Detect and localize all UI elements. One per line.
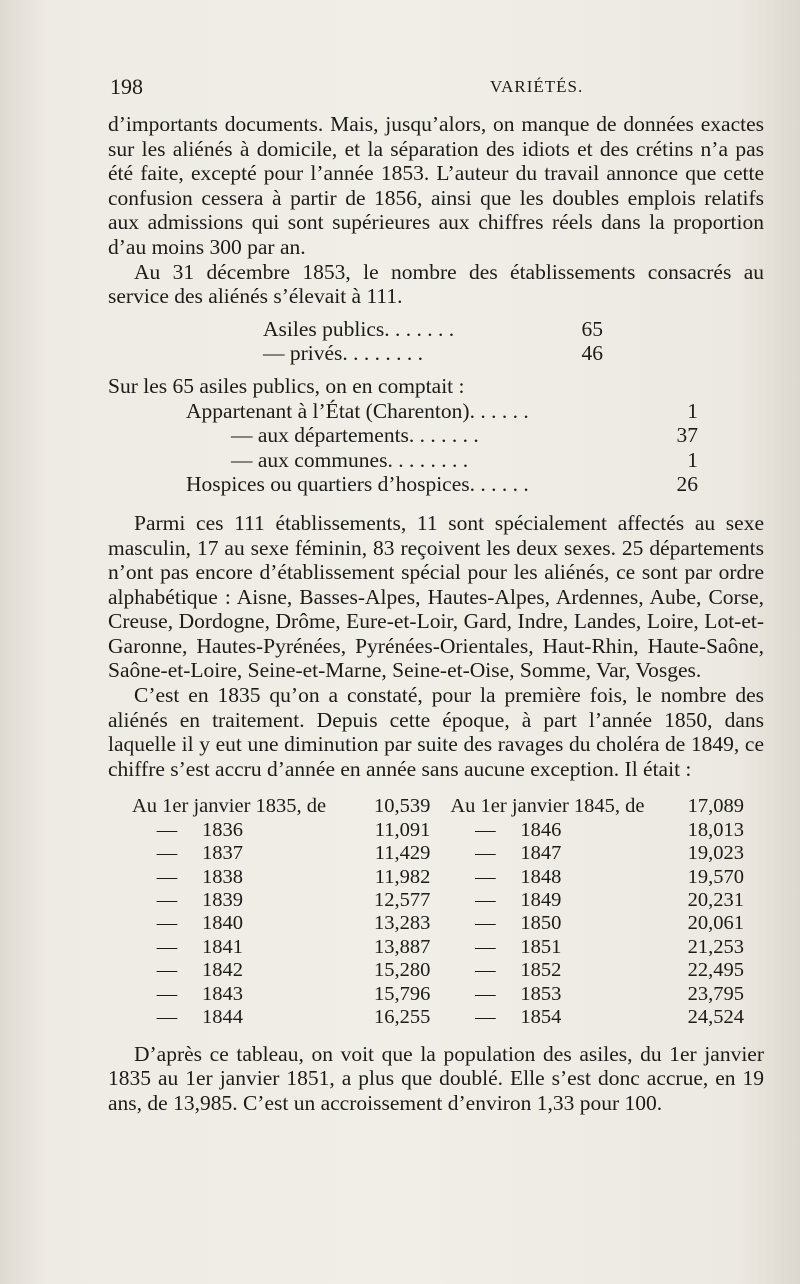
year-cell: 1852 <box>520 959 562 982</box>
population-value: 20,061 <box>687 912 744 935</box>
table-row <box>132 983 744 1006</box>
year-cell: 1836 <box>202 818 243 841</box>
population-value: 16,255 <box>374 1006 431 1029</box>
population-value: 19,570 <box>687 865 744 888</box>
publics-row <box>186 472 698 497</box>
table-row <box>132 842 744 865</box>
ditto-dash: — <box>475 842 496 865</box>
ditto-dash: — <box>156 865 178 888</box>
publics-value: 1 <box>687 447 698 472</box>
page-header <box>110 74 760 104</box>
ditto-dash: — <box>475 935 496 958</box>
population-value: 12,577 <box>374 889 431 912</box>
asiles-row <box>263 317 603 342</box>
paragraph-publics-intro: Sur les 65 asiles publics, on en comptait : <box>108 373 465 398</box>
year-cell: 1842 <box>202 959 243 982</box>
ditto-dash: — <box>475 912 496 935</box>
ditto-dash: — <box>156 889 178 912</box>
page-body <box>108 112 764 1115</box>
publics-row <box>186 423 698 448</box>
ditto-dash: — <box>475 959 496 982</box>
year-cell: 1843 <box>202 982 243 1005</box>
table-row <box>132 936 744 959</box>
publics-label: Appartenant à l’État (Charenton). . . . . . <box>186 398 529 423</box>
population-value: 20,231 <box>687 889 744 912</box>
year-cell: 1837 <box>202 842 243 865</box>
table-row <box>132 889 744 912</box>
year-cell: 1840 <box>202 912 243 935</box>
paragraph-conclusion: D’après ce tableau, on voit que la population des asiles, du 1er janvier 1835 au 1er janvier 1851, a plus que doublé. Elle s’est donc accrue, en 19 ans, de 13,985. C’est un accroissement d’environ 1,33 pour 100. <box>108 1041 764 1115</box>
year-cell: 1846 <box>520 818 562 841</box>
ditto-dash: — <box>156 935 178 958</box>
running-head: VARIÉTÉS. <box>490 77 584 96</box>
page-number: 198 <box>110 74 143 99</box>
ditto-dash: — <box>475 1006 496 1029</box>
year-cell: 1847 <box>520 842 562 865</box>
ditto-dash: — <box>475 865 496 888</box>
year-cell: 1848 <box>520 865 562 888</box>
population-value: 13,887 <box>374 935 431 958</box>
paragraph-traitement: C’est en 1835 qu’on a constaté, pour la première fois, le nombre des aliénés en traitement. Depuis cette époque, à part l’année 1850, dans laquelle il y eut une diminution par suite des ravages du choléra de 1849, ce chiffre s’est accru d’année en année sans aucune exception. Il était : <box>108 683 764 781</box>
row-lead: Au 1er janvier 1835, de <box>132 795 327 818</box>
publics-row <box>186 448 698 473</box>
year-cell: 1853 <box>520 982 562 1005</box>
year-cell: 1838 <box>202 865 243 888</box>
asiles-row <box>263 341 603 366</box>
table-row <box>132 1006 744 1029</box>
population-value: 24,524 <box>687 1006 744 1029</box>
population-value: 15,280 <box>374 959 431 982</box>
publics-value: 1 <box>687 398 698 423</box>
year-cell: 1844 <box>202 1006 243 1029</box>
asiles-list <box>263 317 603 366</box>
ditto-dash: — <box>156 818 178 841</box>
paragraph-etablissements: Au 31 décembre 1853, le nombre des établissements consacrés au service des aliénés s’élevait à 111. <box>108 259 764 309</box>
population-value: 21,253 <box>687 935 744 958</box>
ditto-dash: — <box>156 842 178 865</box>
paragraph-departements: Parmi ces 111 établissements, 11 sont spécialement affectés au sexe masculin, 17 au sexe féminin, 83 reçoivent les deux sexes. 25 départements n’ont pas encore d’établissement spécial pour les aliénés, ce sont par ordre alphabétique : Aisne, Basses-Alpes, Hautes-Alpes, Ardennes, Aube, Corse, Creuse, Dordogne, Drôme, Eure-et-Loir, Gard, Indre, Landes, Loire, Lot-et-Garonne, Hautes-Pyrénées, Pyrénées-Orientales, Haut-Rhin, Haute-Saône, Saône-et-Loire, Seine-et-Marne, Seine-et-Oise, Somme, Var, Vosges. <box>108 510 764 683</box>
asiles-value: 65 <box>581 316 603 341</box>
population-table <box>132 795 744 1029</box>
ditto-dash: — <box>156 959 178 982</box>
ditto-dash: — <box>156 1006 178 1029</box>
row-lead: Au 1er janvier 1845, de <box>450 795 645 818</box>
population-value: 10,539 <box>374 795 431 818</box>
population-value: 22,495 <box>687 959 744 982</box>
table-row <box>132 819 744 842</box>
population-value: 18,013 <box>687 818 744 841</box>
table-row <box>132 866 744 889</box>
asiles-label: Asiles publics. . . . . . . <box>263 316 455 341</box>
table-row <box>132 912 744 935</box>
year-cell: 1850 <box>520 912 562 935</box>
publics-row <box>186 399 698 424</box>
population-value: 19,023 <box>687 842 744 865</box>
publics-list <box>186 399 698 497</box>
paragraph-documents: d’importants documents. Mais, jusqu’alors, on manque de données exactes sur les aliénés à domicile, et la séparation des idiots et des crétins n’a pas été faite, excepté pour l’année 1853. L’auteur du travail annonce que cette confusion cessera à partir de 1856, ainsi que les doubles emplois relatifs aux admissions qui sont supérieures aux chiffres réels dans la proportion d’au moins 300 par an. <box>108 112 764 259</box>
publics-value: 37 <box>676 423 698 448</box>
ditto-dash: — <box>475 818 496 841</box>
population-value: 11,091 <box>374 818 431 841</box>
population-value: 15,796 <box>374 982 431 1005</box>
publics-label: — aux communes. . . . . . . . <box>231 447 469 472</box>
year-cell: 1854 <box>520 1006 562 1029</box>
population-value: 11,982 <box>374 865 431 888</box>
population-value: 13,283 <box>374 912 431 935</box>
population-value: 17,089 <box>687 795 744 818</box>
ditto-dash: — <box>156 982 178 1005</box>
publics-label: Hospices ou quartiers d’hospices. . . . . . <box>186 472 529 497</box>
year-cell: 1841 <box>202 935 243 958</box>
table-row <box>132 959 744 982</box>
ditto-dash: — <box>475 889 496 912</box>
asiles-label: — privés. . . . . . . . <box>263 341 424 366</box>
asiles-value: 46 <box>581 341 603 366</box>
ditto-dash: — <box>475 982 496 1005</box>
ditto-dash: — <box>156 912 178 935</box>
year-cell: 1851 <box>520 935 562 958</box>
population-value: 23,795 <box>687 982 744 1005</box>
population-value: 11,429 <box>374 842 431 865</box>
table-row <box>132 795 744 818</box>
publics-value: 26 <box>676 472 698 497</box>
publics-label: — aux départements. . . . . . . <box>231 423 479 448</box>
year-cell: 1849 <box>520 889 562 912</box>
year-cell: 1839 <box>202 889 243 912</box>
